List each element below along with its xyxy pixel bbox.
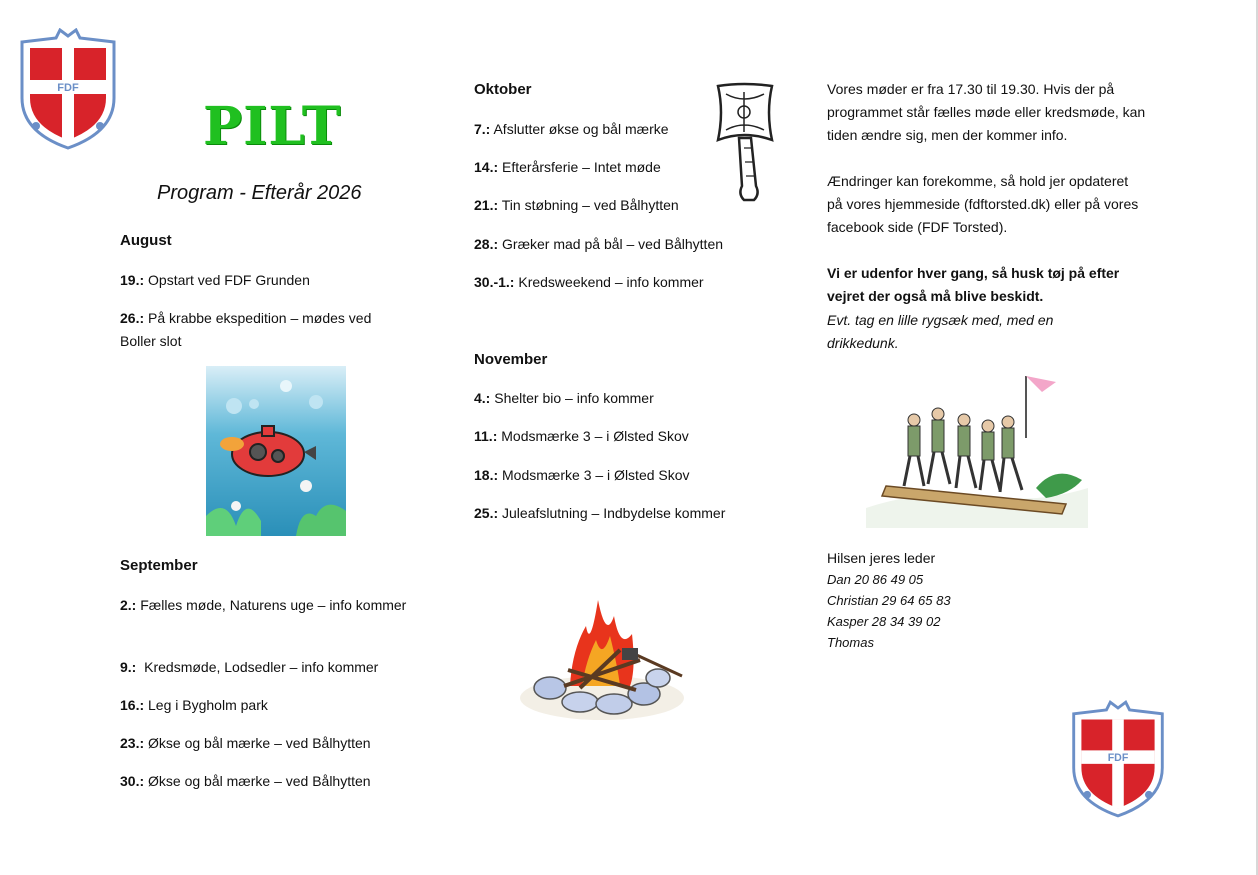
greeting: Hilsen jeres leder [827,550,936,566]
bag-info: Evt. tag en lille rygsæk med, med en drikkedunk. [827,312,1054,351]
list-item [474,387,764,410]
leader-contact: Dan 20 86 49 05 [827,572,924,587]
event-day: 25.: [474,505,499,521]
event-text: Leg i Bygholm park [144,697,268,713]
event-day: 2.: [120,597,137,613]
list-item [474,425,764,448]
event-text: På krabbe ekspedition – mødes ved Boller slot [120,310,372,349]
event-day: 28.: [474,236,499,252]
month-heading-september: September [120,557,198,574]
axe-illustration [714,82,776,204]
list-item [120,732,410,755]
leader-contact: Thomas [827,635,874,650]
event-text: Modsmærke 3 – i Ølsted Skov [498,467,690,483]
event-text: Kredsmøde, Lodsedler – info kommer [136,659,379,675]
event-day: 14.: [474,159,499,175]
event-text: Juleafslutning – Indbydelse kommer [498,505,726,521]
submarine-illustration [206,366,346,536]
event-day: 9.: [120,659,137,675]
hikers-illustration [866,368,1088,528]
list-item [120,307,410,353]
event-day: 18.: [474,467,499,483]
event-text: Kredsweekend – info kommer [514,274,704,290]
meeting-info: Vores møder er fra 17.30 til 19.30. Hvis der på programmet står fælles møde eller kredsmøde, kan tiden ændre sig, men der kommer info. [827,81,1146,143]
event-day: 21.: [474,197,499,213]
event-text: Efterårsferie – Intet møde [498,159,661,175]
list-item [474,271,764,294]
outdoor-info: Vi er udenfor hver gang, så husk tøj på efter vejret der også må blive beskidt. [827,265,1120,304]
event-text: Økse og bål mærke – ved Bålhytten [144,735,371,751]
leader-contact: Christian 29 64 65 83 [827,593,951,608]
month-heading-november: November [474,351,548,368]
list-item [120,694,410,717]
list-item [474,464,764,487]
list-item [120,656,410,679]
event-day: 19.: [120,272,145,288]
list-item [120,770,410,793]
event-day: 26.: [120,310,145,326]
event-text: Modsmærke 3 – i Ølsted Skov [497,428,689,444]
event-day: 7.: [474,121,491,137]
event-day: 30.: [120,773,145,789]
event-day: 16.: [120,697,145,713]
event-text: Opstart ved FDF Grunden [144,272,310,288]
list-item [120,594,410,617]
changes-info: Ændringer kan forekomme, så hold jer opdateret på vores hjemmeside (fdftorsted.dk) eller på vores facebook side (FDF Torsted). [827,173,1139,235]
page-title: PILT [203,96,342,157]
event-text: Shelter bio – info kommer [490,390,654,406]
list-item [474,502,764,525]
list-item [474,233,764,256]
leader-contact: Kasper 28 34 39 02 [827,614,941,629]
event-day: 11.: [474,428,498,444]
month-heading-oktober: Oktober [474,81,532,98]
fdf-logo-bottom [1066,700,1170,820]
event-text: Fælles møde, Naturens uge – info kommer [136,597,407,613]
fdf-logo-top [14,28,122,152]
event-day: 30.-1.: [474,274,515,290]
logo-text: FDF [1107,751,1129,764]
event-day: 23.: [120,735,145,751]
logo-text: FDF [57,82,79,94]
event-text: Græker mad på bål – ved Bålhytten [498,236,724,252]
event-text: Afslutter økse og bål mærke [490,121,669,137]
list-item [120,269,410,292]
event-text: Tin støbning – ved Bålhytten [498,197,679,213]
month-heading-august: August [120,232,172,249]
event-day: 4.: [474,390,491,406]
page-subtitle: Program - Efterår 2026 [157,182,362,204]
event-text: Økse og bål mærke – ved Bålhytten [144,773,371,789]
campfire-illustration [510,590,694,730]
